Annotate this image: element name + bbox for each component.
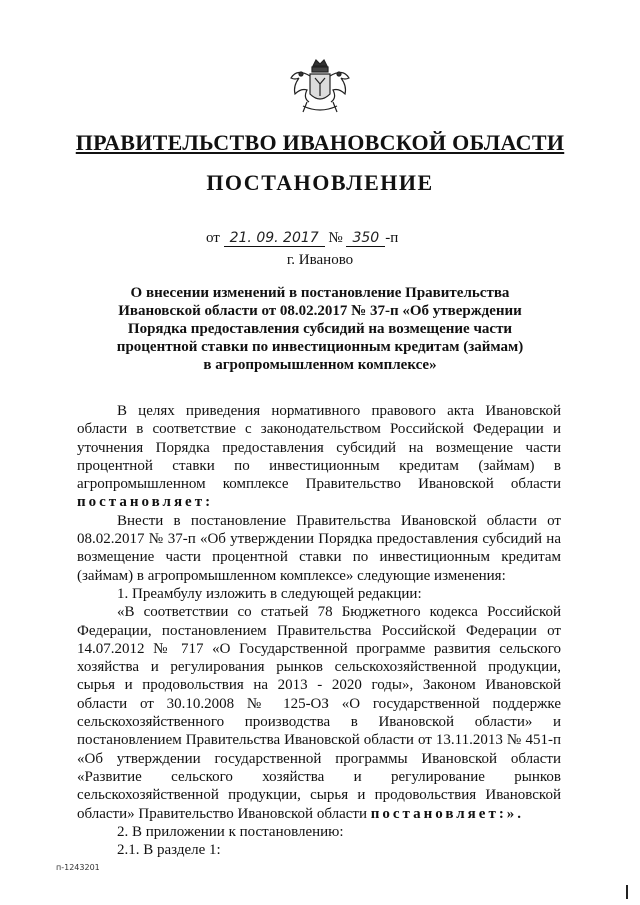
- body-paragraph: [77, 402, 561, 512]
- document-subject: [95, 284, 545, 374]
- body-paragraph: 2. В приложении к постановлению:: [117, 823, 344, 840]
- body-paragraph: 2.1. В разделе 1:: [117, 842, 221, 859]
- government-title: ПРАВИТЕЛЬСТВО ИВАНОВСКОЙ ОБЛАСТИ: [75, 130, 565, 155]
- city-name: г. Иваново: [286, 252, 354, 268]
- subject-line: Порядка предоставления субсидий на возмещение части: [127, 321, 513, 337]
- subject-line: в агропромышленном комплексе»: [203, 357, 437, 373]
- subject-line: О внесении изменений в постановление Правительства: [130, 285, 510, 301]
- body-paragraph: Внести в постановление Правительства Ивановской области от 08.02.2017 № 37-п «Об утверждении Порядка предоставления субсидий на возмещение части процентной ставки по инвестиционным кредитам (займам) в агропромышленном комплексе» следующие изменения:: [77, 512, 561, 584]
- subject-line: Ивановской области от 08.02.2017 № 37-п «Об утверждении: [118, 303, 522, 319]
- paragraph-text: «В соответствии со статьей 78 Бюджетного кодекса Российской Федерации, постановлением Правительства Российской Федерации от 14.07.2012 № 717 «О Государственной программе развития сельского хозяйства и регулирования рынков сельскохозяйственной продукции, сырья и продовольствия на 2013 - 2020 годы», Законом Ивановской области от 30.10.2008 № 125-ОЗ «О государственной поддержке сельскохозяйственного производства в Ивановской области» и постановлением Правительства Ивановской области от 13.11.2013 № 451-п «Об утверждении государственной программы Ивановской области «Развитие сельского хозяйства и регулирование рынков сельскохозяйственной продукции, сырья и продовольствия Ивановской области» Правительство Ивановской области: [77, 604, 561, 822]
- coat-of-arms-icon: [283, 58, 357, 116]
- body-paragraph: [77, 603, 561, 823]
- body-paragraph: 1. Преамбулу изложить в следующей редакции:: [117, 585, 422, 602]
- paragraph-text: В целях приведения нормативного правового акта Ивановской области в соответствие с законодательством Российской Федерации и уточнения Порядка предоставления субсидий на возмещение части процентной ставки по инвестиционным кредитам (займам) в агропромышленном комплексе Правительство Ивановской области: [77, 403, 561, 493]
- document-type: ПОСТАНОВЛЕНИЕ: [206, 170, 434, 195]
- resolves-word: постановляет:».: [370, 805, 525, 822]
- footer-code: п-1243201: [56, 863, 100, 872]
- date-number-line: [206, 230, 398, 247]
- number-suffix: -п: [385, 230, 399, 246]
- subject-line: процентной ставки по инвестиционным кредитам (займам): [116, 339, 524, 355]
- document-number: 350: [346, 230, 385, 247]
- number-label: №: [328, 230, 343, 246]
- document-body: [77, 402, 561, 859]
- scan-edge-mark: [626, 885, 628, 899]
- date-prefix: от: [206, 230, 220, 246]
- resolves-word: постановляет:: [77, 494, 214, 511]
- signature-date: 21. 09. 2017: [224, 230, 325, 247]
